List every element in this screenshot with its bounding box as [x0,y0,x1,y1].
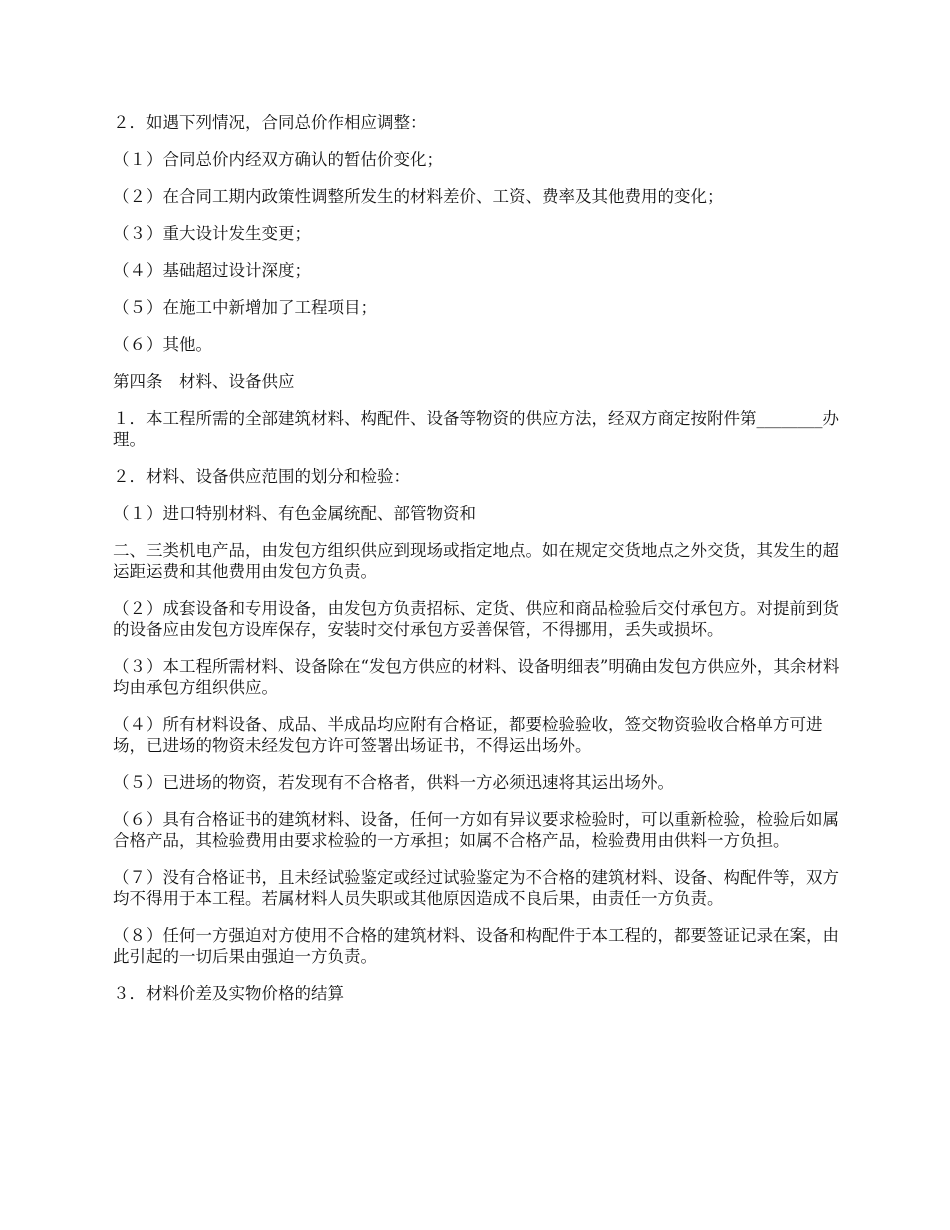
paragraph-article-4-item-2-8: （８）任何一方强迫对方使用不合格的建筑材料、设备和构配件于本工程的，都要签证记录在案，由此引起的一切后果由强迫一方负责。 [113,926,839,966]
paragraph-item-2-6: （６）其他。 [113,335,212,354]
paragraph-item-2-5: （５）在施工中新增加了工程项目； [113,298,377,317]
paragraph-article-4-item-2-1-cont: 二、三类机电产品，由发包方组织供应到现场或指定地点。如在规定交货地点之外交货，其发生的超运距运费和其他费用由发包方负责。 [113,541,839,581]
paragraph-item-2-3: （３）重大设计发生变更； [113,224,311,243]
paragraph-article-4-item-1: １．本工程所需的全部建筑材料、构配件、设备等物资的供应方法，经双方商定按附件第________办理。 [113,409,839,449]
paragraph-article-4-item-3: ３．材料价差及实物价格的结算 [113,984,344,1003]
paragraph-article-4-item-2-7: （７）没有合格证书，且未经试验鉴定或经过试验鉴定为不合格的建筑材料、设备、构配件等，双方均不得用于本工程。若属材料人员失职或其他原因造成不良后果，由责任一方负责。 [113,868,839,908]
paragraph-item-2-2: （２）在合同工期内政策性调整所发生的材料差价、工资、费率及其他费用的变化； [113,187,724,206]
paragraph-article-4-item-2-2: （２）成套设备和专用设备，由发包方负责招标、定货、供应和商品检验后交付承包方。对提前到货的设备应由发包方设库保存，安装时交付承包方妥善保管，不得挪用，丢失或损坏。 [113,599,839,639]
paragraph-article-4-item-2-1: （１）进口特别材料、有色金属统配、部管物资和 [113,504,476,523]
paragraph-item-2: ２．如遇下列情况，合同总价作相应调整： [113,113,427,132]
paragraph-article-4-item-2: ２．材料、设备供应范围的划分和检验： [113,467,410,486]
paragraph-item-2-1: （１）合同总价内经双方确认的暂估价变化； [113,150,443,169]
paragraph-article-4-item-2-4: （４）所有材料设备、成品、半成品均应附有合格证，都要检验验收，签交物资验收合格单方可进场，已进场的物资未经发包方许可签署出场证书，不得运出场外。 [113,715,823,755]
document-page [113,112,843,1020]
paragraph-article-4-item-2-3: （３）本工程所需材料、设备除在“发包方供应的材料、设备明细表”明确由发包方供应外，其余材料均由承包方组织供应。 [113,657,840,697]
paragraph-article-4-item-2-6: （６）具有合格证书的建筑材料、设备，任何一方如有异议要求检验时，可以重新检验，检验后如属合格产品，其检验费用由要求检验的一方承担；如属不合格产品，检验费用由供料一方负担。 [113,810,839,850]
article-4-heading: 第四条 材料、设备供应 [113,372,295,391]
paragraph-article-4-item-2-5: （５）已进场的物资，若发现有不合格者，供料一方必须迅速将其运出场外。 [113,773,674,792]
paragraph-item-2-4: （４）基础超过设计深度； [113,261,311,280]
